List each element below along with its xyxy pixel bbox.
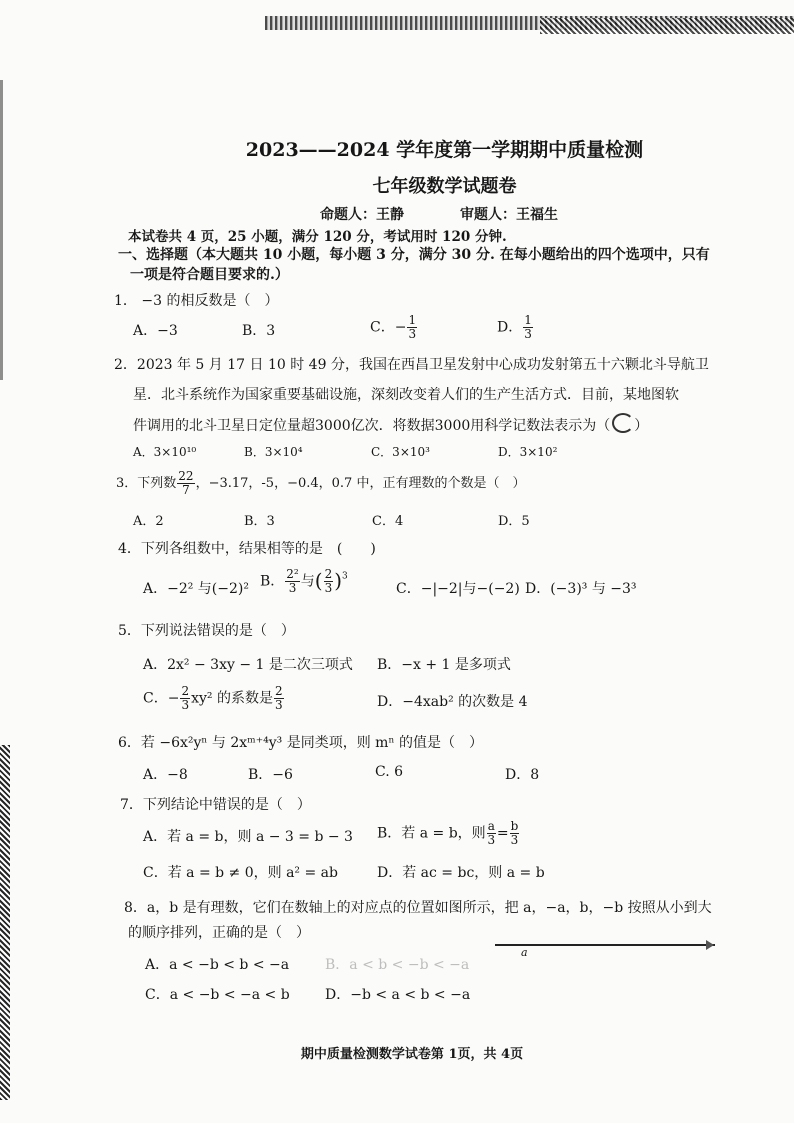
exam-authors: 命题人：王静 审题人：王福生 (320, 207, 558, 223)
q1-option-c: C．− $\frac{1}{3}$ (370, 313, 417, 341)
q7-option-b: B．若 a = b，则 $\frac{a}{3}$ = $\frac{b}{3}$ (377, 819, 519, 847)
exam-title: 2023——2024 学年度第一学期期中质量检测 (245, 139, 644, 161)
q4-stem: 4．下列各组数中，结果相等的是 ( ) (118, 541, 376, 557)
q7-option-c: C．若 a = b ≠ 0，则 a² = ab (143, 865, 338, 881)
number-line-label-a: a (521, 946, 528, 959)
q4-option-c: C．−|−2|与−(−2) (396, 581, 520, 597)
q6-stem: 6．若 −6x²yⁿ 与 2xᵐ⁺⁴y³ 是同类项，则 mⁿ 的值是（ ） (118, 735, 483, 751)
q8-option-c: C．a < −b < −a < b (145, 987, 290, 1003)
exam-subtitle: 七年级数学试题卷 (372, 176, 517, 197)
q2-option-b: B．3×10⁴ (244, 445, 303, 459)
q1-option-a: A．−3 (133, 323, 178, 339)
q1-option-b: B．3 (242, 323, 276, 339)
number-line (495, 944, 715, 946)
q8-line2: 的顺序排列，正确的是（ ） (128, 925, 310, 941)
scan-artifact-left-line (0, 80, 3, 380)
q7-stem: 7．下列结论中错误的是（ ） (120, 797, 311, 813)
q2-line3: 件调用的北斗卫星日定位量超3000亿次．将数据3000用科学记数法表示为（ ） (133, 413, 648, 435)
q8-option-b: B．a < b < −b < −a (325, 957, 470, 973)
q3-option-a: A．2 (133, 514, 164, 529)
q5-stem: 5．下列说法错误的是（ ） (118, 623, 295, 639)
number-line-arrow-icon (706, 940, 714, 950)
q5-option-a: A．2x² − 3xy − 1 是二次三项式 (143, 657, 353, 673)
q5-option-d: D．−4xab² 的次数是 4 (377, 694, 528, 710)
q3-stem: 3．下列数 $\frac{22}{7}$ ，−3.17，-5，−0.4，0.7 中，正有理数的个数是（ ） (116, 469, 526, 497)
q7-option-d: D．若 ac = bc，则 a = b (377, 865, 545, 881)
q6-option-a: A．−8 (143, 767, 188, 783)
q4-option-b: B． $\frac{\text{2²}}{3}$ 与( $\frac{2}{3}$ )$^3$ (260, 567, 348, 595)
q8-option-a: A．a < −b < b < −a (145, 957, 290, 973)
q6-option-b: B．−6 (248, 767, 293, 783)
q2-option-d: D．3×10² (498, 445, 558, 459)
q8-option-d: D．−b < a < b < −a (325, 987, 471, 1003)
q2-option-a: A．3×10¹⁰ (133, 445, 197, 459)
section-heading-line2: 一项是符合题目要求的.） (130, 267, 289, 283)
q3-option-d: D．5 (498, 514, 530, 529)
q5-option-c: C．− $\frac{2}{3}$ xy² 的系数是 $\frac{2}{3}$ (143, 684, 283, 712)
q8-line1: 8．a，b 是有理数，它们在数轴上的对应点的位置如图所示，把 a，−a，b，−b 按照从小到大 (124, 900, 712, 916)
q3-option-b: B．3 (244, 514, 275, 529)
q4-option-d: D．(−3)³ 与 −3³ (525, 581, 637, 597)
q1-stem: 1． −3 的相反数是（ ） (114, 293, 279, 309)
exam-intro: 本试卷共 4 页，25 小题，满分 120 分，考试用时 120 分钟. (128, 229, 507, 245)
q4-option-a: A．−2² 与(−2)² (143, 581, 249, 597)
q1-option-d: D． $\frac{1}{3}$ (497, 313, 532, 341)
q2-line1: 2．2023 年 5 月 17 日 10 时 49 分，我国在西昌卫星发射中心成功发射第五十六颗北斗导航卫 (114, 357, 709, 373)
section-heading-line1: 一、选择题（本大题共 10 小题，每小题 3 分，满分 30 分. 在每小题给出的四个选项中，只有 (118, 247, 710, 263)
q6-option-d: D．8 (505, 767, 540, 783)
scan-artifact-top-pattern (540, 18, 794, 34)
q7-option-a: A．若 a = b，则 a − 3 = b − 3 (143, 829, 353, 845)
q5-option-b: B．−x + 1 是多项式 (377, 657, 511, 673)
q2-line2: 星．北斗系统作为国家重要基础设施，深刻改变着人们的生产生活方式．目前，某地图软 (133, 387, 679, 403)
q2-option-c: C．3×10³ (371, 445, 430, 459)
q3-option-c: C．4 (372, 514, 404, 529)
handwritten-answer-mark (612, 413, 634, 433)
q6-option-c: C. 6 (375, 764, 404, 780)
page-footer: 期中质量检测数学试卷第 1页，共 4页 (300, 1047, 524, 1062)
